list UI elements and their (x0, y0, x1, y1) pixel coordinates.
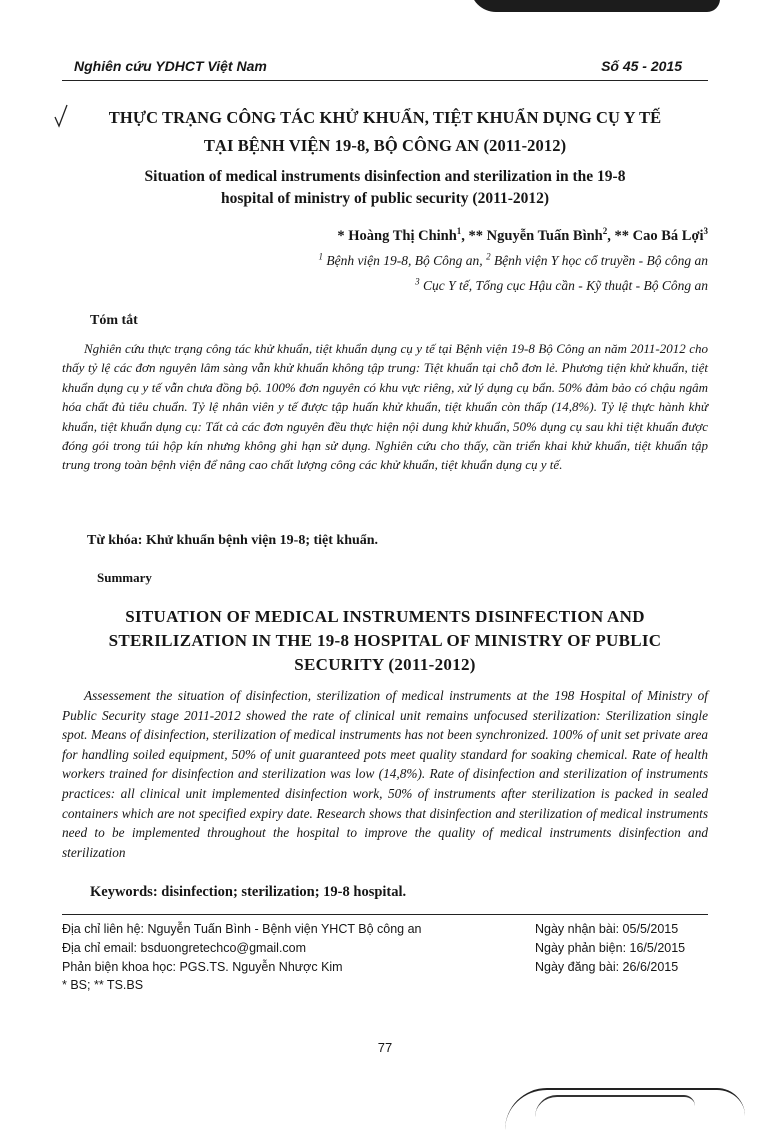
author-2: , ** Nguyễn Tuấn Bình (461, 228, 603, 244)
title-english (62, 166, 708, 210)
journal-name: Nghiên cứu YDHCT Việt Nam (74, 58, 267, 74)
author-2-aff: 2 (602, 226, 608, 237)
author-3-aff: 3 (703, 226, 708, 237)
summary-title (62, 605, 708, 677)
author-1: * Hoàng Thị Chinh (337, 228, 457, 244)
author-1-aff: 1 (456, 226, 462, 237)
affiliation-3: Cục Y tế, Tổng cục Hậu cần - Kỹ thuật - Bộ Công an (419, 278, 708, 293)
title-vietnamese (62, 104, 708, 160)
contact-reviewer: Phản biện khoa học: PGS.TS. Nguyễn Nhược Kim (62, 960, 343, 974)
issue-number: Số 45 - 2015 (601, 58, 682, 74)
title-en-line1: Situation of medical instruments disinfection and sterilization in the 19-8 (144, 168, 626, 185)
contact-email: Địa chỉ email: bsduongretechco@gmail.com (62, 941, 307, 955)
scan-artifact-bottom-inner (535, 1095, 695, 1117)
date-received: Ngày nhận bài: 05/5/2015 (535, 922, 679, 936)
contact-address: Địa chỉ liên hệ: Nguyễn Tuấn Bình - Bệnh viện YHCT Bộ công an (62, 922, 422, 936)
author-3: , ** Cao Bá Lợi (607, 228, 704, 244)
summary-heading: Summary (97, 570, 152, 585)
abstract-vn-heading: Tóm tắt (90, 313, 138, 328)
affiliation-1: Bệnh viện 19-8, Bộ Công an, (322, 253, 487, 268)
aff-marker-1: 1 (318, 251, 323, 262)
keywords-vn: Từ khóa: Khử khuẩn bệnh viện 19-8; tiệt khuẩn. (87, 533, 379, 548)
abstract-vn-text: Nghiên cứu thực trạng công tác khử khuẩn, tiệt khuẩn dụng cụ y tế tại Bệnh viện 19-8 Bộ Công an năm 2011-2012 cho thấy tỷ lệ các đơn nguyên lâm sàng vẫn khử khuẩn không tập trung: Tiệt khuẩn tại chỗ đơn lẻ. Phương tiện khử khuẩn, tiệt khuẩn dụng cụ y tế vẫn chưa đồng bộ. 100% đơn nguyên có khu vực riêng, xử lý dụng cụ bẩn. 50% đảm bảo có chậu ngâm hóa chất đủ tiêu chuẩn. Tỷ lệ nhân viên y tế được tập huấn khử khuẩn, tiệt khuẩn còn thấp (14,8%). Tỷ lệ thực hành khử khuẩn, tiệt khuẩn dụng cụ: Tất cả các đơn nguyên đều thực hiện nội dung khử khuẩn, 50% dụng cụ sau khi tiệt khuẩn được đóng gói trong túi hộp kín nhưng không ghi hạn sử dụng. Nghiên cứu cho thấy, cần triển khai khử khuẩn, tiệt khuẩn tập trung trong toàn bệnh viện để nâng cao chất lượng công các khử khuẩn, tiệt khuẩn dụng cụ y tế. (62, 341, 708, 473)
summary-title-line1: SITUATION OF MEDICAL INSTRUMENTS DISINFECTION AND (125, 607, 645, 626)
title-en-line2: hospital of ministry of public security (2011-2012) (220, 190, 550, 207)
affiliation-2: Bệnh viện Y học cổ truyền - Bộ công an (490, 253, 708, 268)
keywords-en: Keywords: disinfection; sterilization; 19-8 hospital. (90, 884, 407, 900)
date-published: Ngày đăng bài: 26/6/2015 (535, 960, 679, 974)
scan-artifact-top (470, 0, 720, 12)
header-rule (62, 80, 708, 81)
title-vn-line1: THỰC TRẠNG CÔNG TÁC KHỬ KHUẨN, TIỆT KHUẨN DỤNG CỤ Y TẾ (108, 108, 662, 127)
aff-marker-2: 2 (486, 251, 491, 262)
aff-marker-3: 3 (415, 276, 420, 287)
affiliation-line-1 (318, 253, 708, 269)
page-number: 77 (377, 1040, 393, 1055)
summary-title-line2: STERILIZATION IN THE 19-8 HOSPITAL OF MINISTRY OF PUBLIC (108, 631, 662, 650)
summary-title-line3: SECURITY (2011-2012) (294, 655, 476, 674)
title-vn-line2: TẠI BỆNH VIỆN 19-8, BỘ CÔNG AN (2011-2012) (203, 136, 567, 155)
summary-text: Assessement the situation of disinfection, sterilization of medical instruments at the 198 Hospital of Ministry of Public Security stage 2011-2012 showed the rate of clinical unit remains unfocused sterilization: Sterilization single spot. Means of disinfection, sterilization of medical instruments has not been synchronized. 100% of unit set private area for handling soiled equipment, 50% of unit guaranteed pots meet quality standard for soaking chemical. Rate of health workers trained for disinfection and sterilization was low (14,8%). Rate of disinfection and sterilization of instruments practices: all clinical unit implemented disinfection work, 50% of instruments after sterilization is packed in sealed containers which are not specified expiry date. Research shows that disinfection and sterilization of medical instruments need to be implemented throughout the hospital to improve the quality of medical instruments disinfection and sterilization (62, 688, 708, 860)
author-list (337, 228, 708, 245)
date-reviewed: Ngày phản biện: 16/5/2015 (535, 941, 686, 955)
contact-degrees: * BS; ** TS.BS (62, 978, 144, 992)
footnote-rule (62, 914, 708, 915)
affiliation-line-2 (415, 278, 708, 294)
